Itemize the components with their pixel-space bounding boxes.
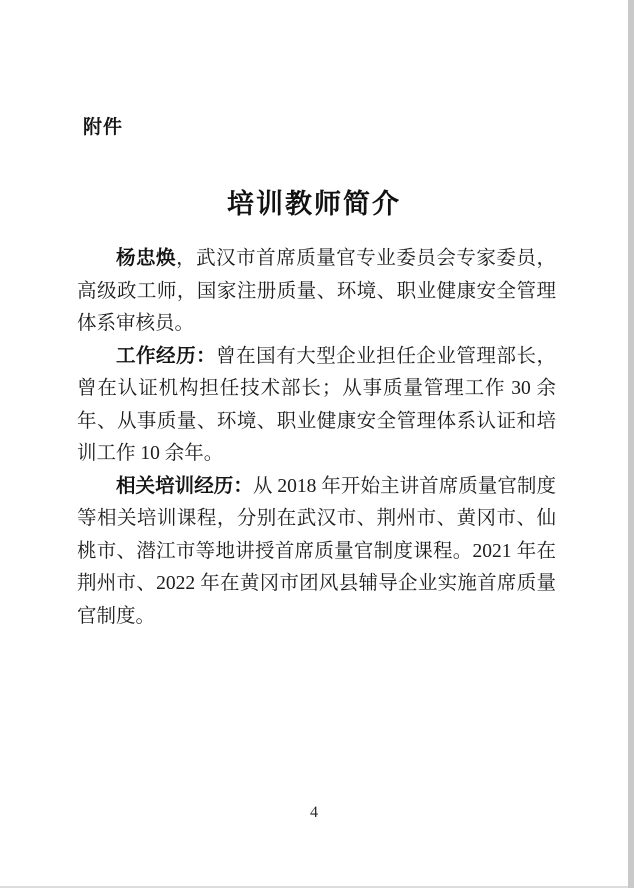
document-body [77,243,556,633]
paragraph-work-experience [77,341,556,471]
paragraph-lead-work: 工作经历： [116,345,217,367]
page-edge-shadow [628,0,634,888]
paragraph-teacher-intro [77,243,556,341]
paragraph-text: 从 2018 年开始主讲首席质量官制度等相关培训课程，分别在武汉市、荆州市、黄冈市、仙桃市、潜江市等地讲授首席质量官制度课程。2021 年在荆州市、2022 年在黄冈市团风县辅导企业实施首席质量官制度。 [77,475,556,627]
paragraph-lead-training: 相关培训经历： [116,475,253,497]
attachment-label: 附件 [83,117,124,138]
page-number: 4 [310,804,318,821]
paragraph-lead-name: 杨忠焕 [116,248,177,269]
paragraph-training-experience [77,471,556,634]
paragraph-text: 曾在国有大型企业担任企业管理部长，曾在认证机构担任技术部长；从事质量管理工作 30 余年、从事质量、环境、职业健康安全管理体系认证和培训工作 10 余年。 [77,345,556,464]
page-title: 培训教师简介 [227,189,401,219]
paragraph-text: ，武汉市首席质量官专业委员会专家委员，高级政工师，国家注册质量、环境、职业健康安全管理体系审核员。 [77,248,556,334]
